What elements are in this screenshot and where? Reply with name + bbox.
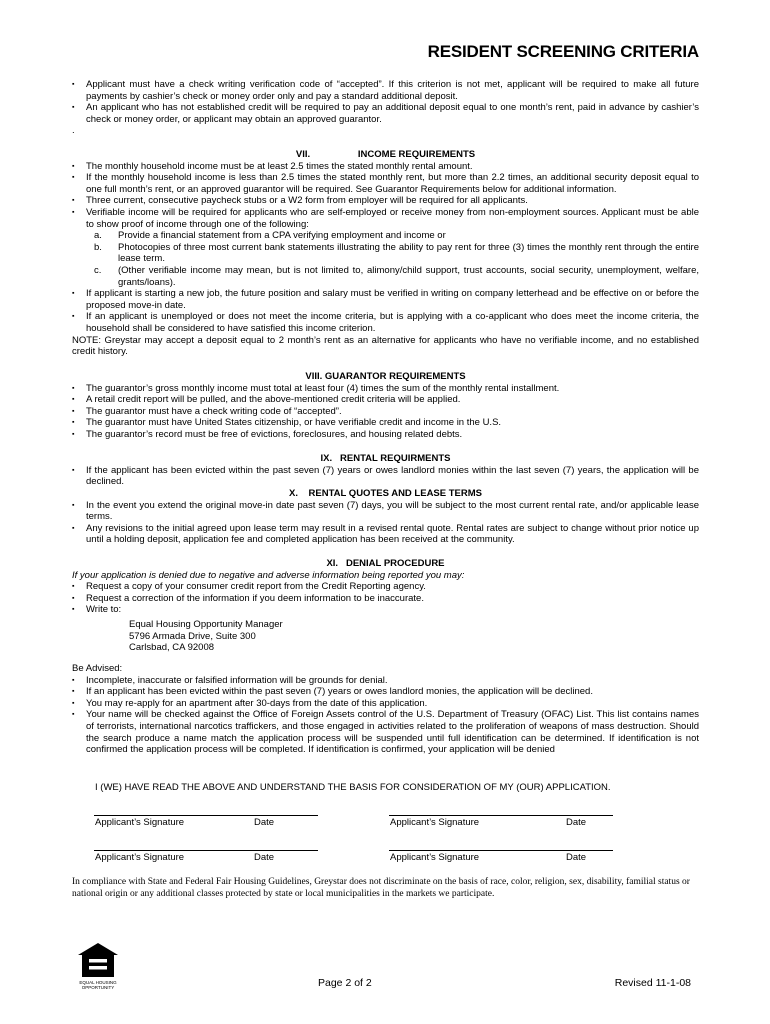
- applicant-signature-label: Applicant’s Signature: [95, 817, 185, 828]
- list-item: ▪ If an applicant has been evicted within the past seven (7) years or owes landlord monies, the application will be declined.: [72, 686, 593, 698]
- bullet-icon: ▪: [72, 104, 75, 112]
- income-section: [72, 149, 699, 358]
- list-item: ▪ In the event you extend the original move-in date past seven (7) days, you will be subject to the most current rental rate, and/or applicable lease terms.: [72, 499, 699, 523]
- bullet-icon: ▪: [72, 384, 75, 392]
- sub-item: b. Photocopies of three most current bank statements illustrating the ability to pay rent for three (3) times the monthly rent through the entire lease term.: [94, 241, 699, 265]
- list-item: ▪ The guarantor must have a check writing code of “accepted”.: [72, 405, 342, 417]
- bullet-icon: ▪: [72, 524, 75, 532]
- bullet-icon: ▪: [72, 688, 75, 696]
- sub-item: a. Provide a financial statement from a CPA verifying employment and income or: [94, 230, 446, 242]
- section-heading: IX. RENTAL REQUIRMENTS: [320, 453, 451, 464]
- list-item: ▪ A retail credit report will be pulled, and the above-mentioned credit criteria will be applied.: [72, 394, 461, 406]
- quotes-section: [72, 488, 699, 546]
- list-item: ▪ Any revisions to the initial agreed upon lease term may result in a revised rental quote. Rental rates are subject to change without prior notice up until a holding deposit, application fee and completed application has been received at the community.: [72, 522, 699, 546]
- list-item: ▪ Request a copy of your consumer credit report from the Credit Reporting agency.: [72, 581, 426, 593]
- intro-section: [72, 79, 699, 137]
- list-item: ▪ Write to:: [72, 604, 122, 616]
- bullet-icon: ▪: [72, 396, 75, 404]
- signature-line-4[interactable]: [389, 850, 613, 851]
- bullet-icon: ▪: [72, 407, 75, 415]
- bullet-icon: ▪: [72, 81, 75, 88]
- denial-intro: If your application is denied due to negative and adverse information being reported you may:: [72, 569, 465, 581]
- bullet-icon: ▪: [72, 197, 75, 205]
- bullet-icon: ▪: [72, 174, 75, 182]
- bullet-icon: ▪: [72, 208, 75, 216]
- advised-section: [72, 663, 699, 756]
- bullet-icon: ▪: [72, 711, 75, 719]
- list-item: ▪ An applicant who has not established credit will be required to pay an additional deposit equal to one month’s rent, paid in advance by cashier’s check or money order, or applicant may obtain an approved guarantor.: [72, 102, 699, 125]
- list-item: ▪ Request a correction of the information if you deem information to be inaccurate.: [72, 592, 424, 604]
- list-item: ▪ If the monthly household income is less than 2.5 times the stated monthly rent, but more than 2.2 times, an additional security deposit equal to one full month’s rent, or an approved guarantor will be required. See Guarantor Requirements below for additional information.: [72, 172, 699, 195]
- date-label: Date: [254, 852, 275, 863]
- advised-label: Be Advised:: [72, 663, 123, 674]
- compliance-statement: In compliance with State and Federal Fair Housing Guidelines, Greystar does not discriminate on the basis of race, color, religion, sex, disability, familial status or national origin or any additional classes protected by state or local municipalities in the markets we participate.: [72, 877, 690, 899]
- bullet-icon: ▪: [72, 606, 75, 614]
- date-label: Date: [566, 817, 587, 828]
- equal-housing-icon: [76, 941, 120, 979]
- signature-line-2[interactable]: [389, 815, 613, 816]
- revision-date: Revised 11-1-08: [614, 977, 691, 989]
- date-label: Date: [254, 817, 275, 828]
- section-heading: XI. DENIAL PROCEDURE: [326, 558, 445, 569]
- applicant-signature-label: Applicant’s Signature: [95, 852, 185, 863]
- document-page: [72, 0, 699, 1024]
- list-item: ▪ Your name will be checked against the Office of Foreign Assets control of the U.S. Department of Treasury (OFAC) List. This list contains names of terrorists, international narcotics traffickers, and those engaged in activities related to the proliferation of weapons of mass destruction. Should the search produce a name match the application process will be suspended until full identification can be determined. If identification is not confirmed the application process will be completed. If identification is confirmed, your application will be denied: [72, 709, 699, 756]
- bullet-icon: ▪: [72, 419, 75, 427]
- list-item: ▪ The guarantor must have United States citizenship, or have verifiable credit and income in the U.S.: [72, 417, 502, 429]
- bullet-icon: ▪: [72, 290, 75, 298]
- list-item: ▪ Applicant must have a check writing verification code of “accepted”. If this criterion is not met, applicant will be required to make all future payments by cashier’s check or money order only and pay a standard additional deposit.: [72, 79, 699, 102]
- bullet-icon: ▪: [72, 699, 75, 707]
- address-line: Carlsbad, CA 92008: [129, 642, 215, 654]
- applicant-signature-label: Applicant’s Signature: [390, 852, 480, 863]
- sub-item: c. (Other verifiable income may mean, but is not limited to, alimony/child support, trust accounts, social security, unemployment, welfare, grants/loans).: [94, 264, 699, 288]
- section-heading: X. RENTAL QUOTES AND LEASE TERMS: [288, 488, 482, 499]
- list-item: ▪ Verifiable income will be required for applicants who are self-employed or receive money from non-employment sources. Applicant must be able to show proof of income through one of the following:: [72, 206, 699, 230]
- bullet-icon: ▪: [72, 501, 75, 509]
- section-heading: VIII. GUARANTOR REQUIREMENTS: [305, 371, 466, 382]
- document-title: RESIDENT SCREENING CRITERIA: [427, 42, 699, 61]
- date-label: Date: [566, 852, 587, 863]
- list-item: ▪ Incomplete, inaccurate or falsified information will be grounds for denial.: [72, 674, 388, 686]
- list-item: ▪ The monthly household income must be at least 2.5 times the stated monthly rental amount.: [72, 160, 473, 172]
- section-heading: VII. INCOME REQUIREMENTS: [295, 149, 476, 160]
- list-item: ▪ The guarantor’s gross monthly income must total at least four (4) times the sum of the monthly rental installment.: [72, 382, 560, 394]
- applicant-signature-label: Applicant’s Signature: [390, 817, 480, 828]
- list-item: ▪ If an applicant is unemployed or does not meet the income criteria, but is applying with a co-applicant who does meet the income criteria, the household shall be considered to have satisfied this income criterion.: [72, 311, 699, 334]
- bullet-icon: ▪: [72, 466, 75, 474]
- list-item: ▪ If the applicant has been evicted within the past seven (7) years or owes landlord monies within the last seven (7) years, the application will be declined.: [72, 464, 699, 488]
- bullet-icon: ▪: [72, 430, 75, 438]
- address-line: Equal Housing Opportunity Manager: [129, 618, 283, 630]
- list-item: ▪ The guarantor’s record must be free of evictions, foreclosures, and housing related debts.: [72, 428, 463, 440]
- list-item: ▪ Three current, consecutive paycheck stubs or a W2 form from employer will be required for all applicants.: [72, 195, 528, 207]
- income-note: NOTE: Greystar may accept a deposit equal to 2 month’s rent as an alternative for applicants who have no verifiable income, and no established credit history.: [72, 334, 699, 358]
- logo-caption: EQUAL HOUSING OPPORTUNITY: [79, 980, 117, 990]
- signature-line-1[interactable]: [94, 815, 318, 816]
- stray-dot: .: [72, 125, 75, 137]
- bullet-icon: ▪: [72, 583, 75, 591]
- list-item: ▪ If applicant is starting a new job, the future position and salary must be verified in writing on company letterhead and be effective on or before the proposed move-in date.: [72, 288, 699, 311]
- signature-line-3[interactable]: [94, 850, 318, 851]
- acknowledgement: I (WE) HAVE READ THE ABOVE AND UNDERSTAND THE BASIS FOR CONSIDERATION OF MY (OUR) APPLICATION.: [95, 782, 611, 793]
- page-number: Page 2 of 2: [318, 977, 372, 989]
- address-line: 5796 Armada Drive, Suite 300: [129, 630, 256, 642]
- bullet-icon: ▪: [72, 676, 75, 684]
- bullet-icon: ▪: [72, 313, 75, 321]
- guarantor-section: [72, 371, 699, 441]
- rental-section: [72, 453, 699, 488]
- denial-section: [72, 558, 699, 654]
- bullet-icon: ▪: [72, 162, 75, 170]
- bullet-icon: ▪: [72, 594, 75, 602]
- list-item: ▪ You may re-apply for an apartment after 30-days from the date of this application.: [72, 697, 428, 709]
